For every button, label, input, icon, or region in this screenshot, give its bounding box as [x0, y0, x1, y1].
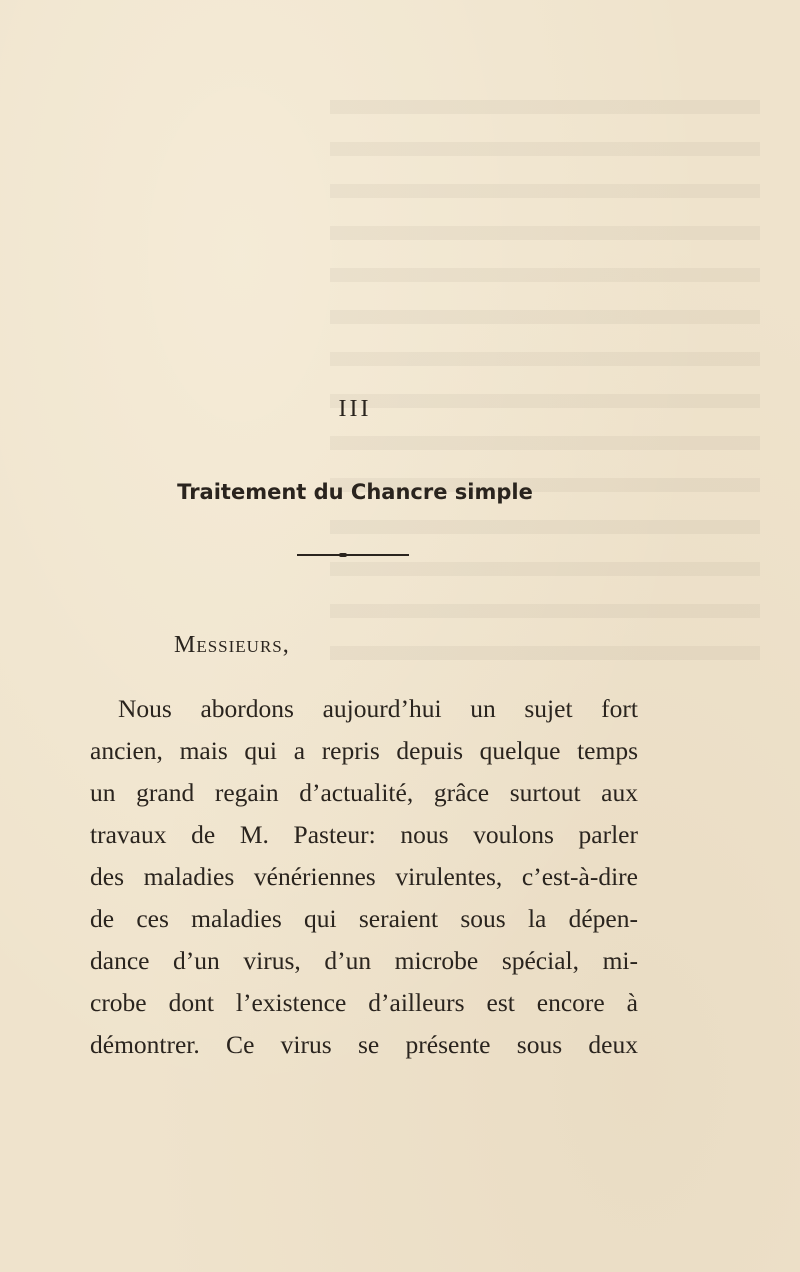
- paragraph-line: ancien, mais qui a repris depuis quelque temps: [90, 736, 638, 765]
- paragraph-line: démontrer. Ce virus se présente sous deux: [90, 1030, 638, 1059]
- paragraph-line: de ces maladies qui seraient sous la dépen-: [90, 904, 638, 933]
- paragraph-line: des maladies vénériennes virulentes, c’est-à-dire: [90, 862, 638, 891]
- show-through-shadow: [330, 100, 760, 680]
- chapter-number: III: [338, 396, 372, 422]
- paragraph-line: dance d’un virus, d’un microbe spécial, mi-: [90, 946, 638, 975]
- paragraph-line: Nous abordons aujourd’hui un sujet fort: [118, 694, 638, 723]
- ornamental-rule: [297, 554, 409, 556]
- salutation: Messieurs,: [174, 632, 290, 658]
- paragraph-line: un grand regain d’actualité, grâce surtout aux: [90, 778, 638, 807]
- paragraph-line: crobe dont l’existence d’ailleurs est encore à: [90, 988, 638, 1017]
- body-paragraph: [90, 688, 638, 1066]
- paragraph-line: travaux de M. Pasteur: nous voulons parler: [90, 820, 638, 849]
- chapter-title: Traitement du Chancre simple: [177, 480, 533, 504]
